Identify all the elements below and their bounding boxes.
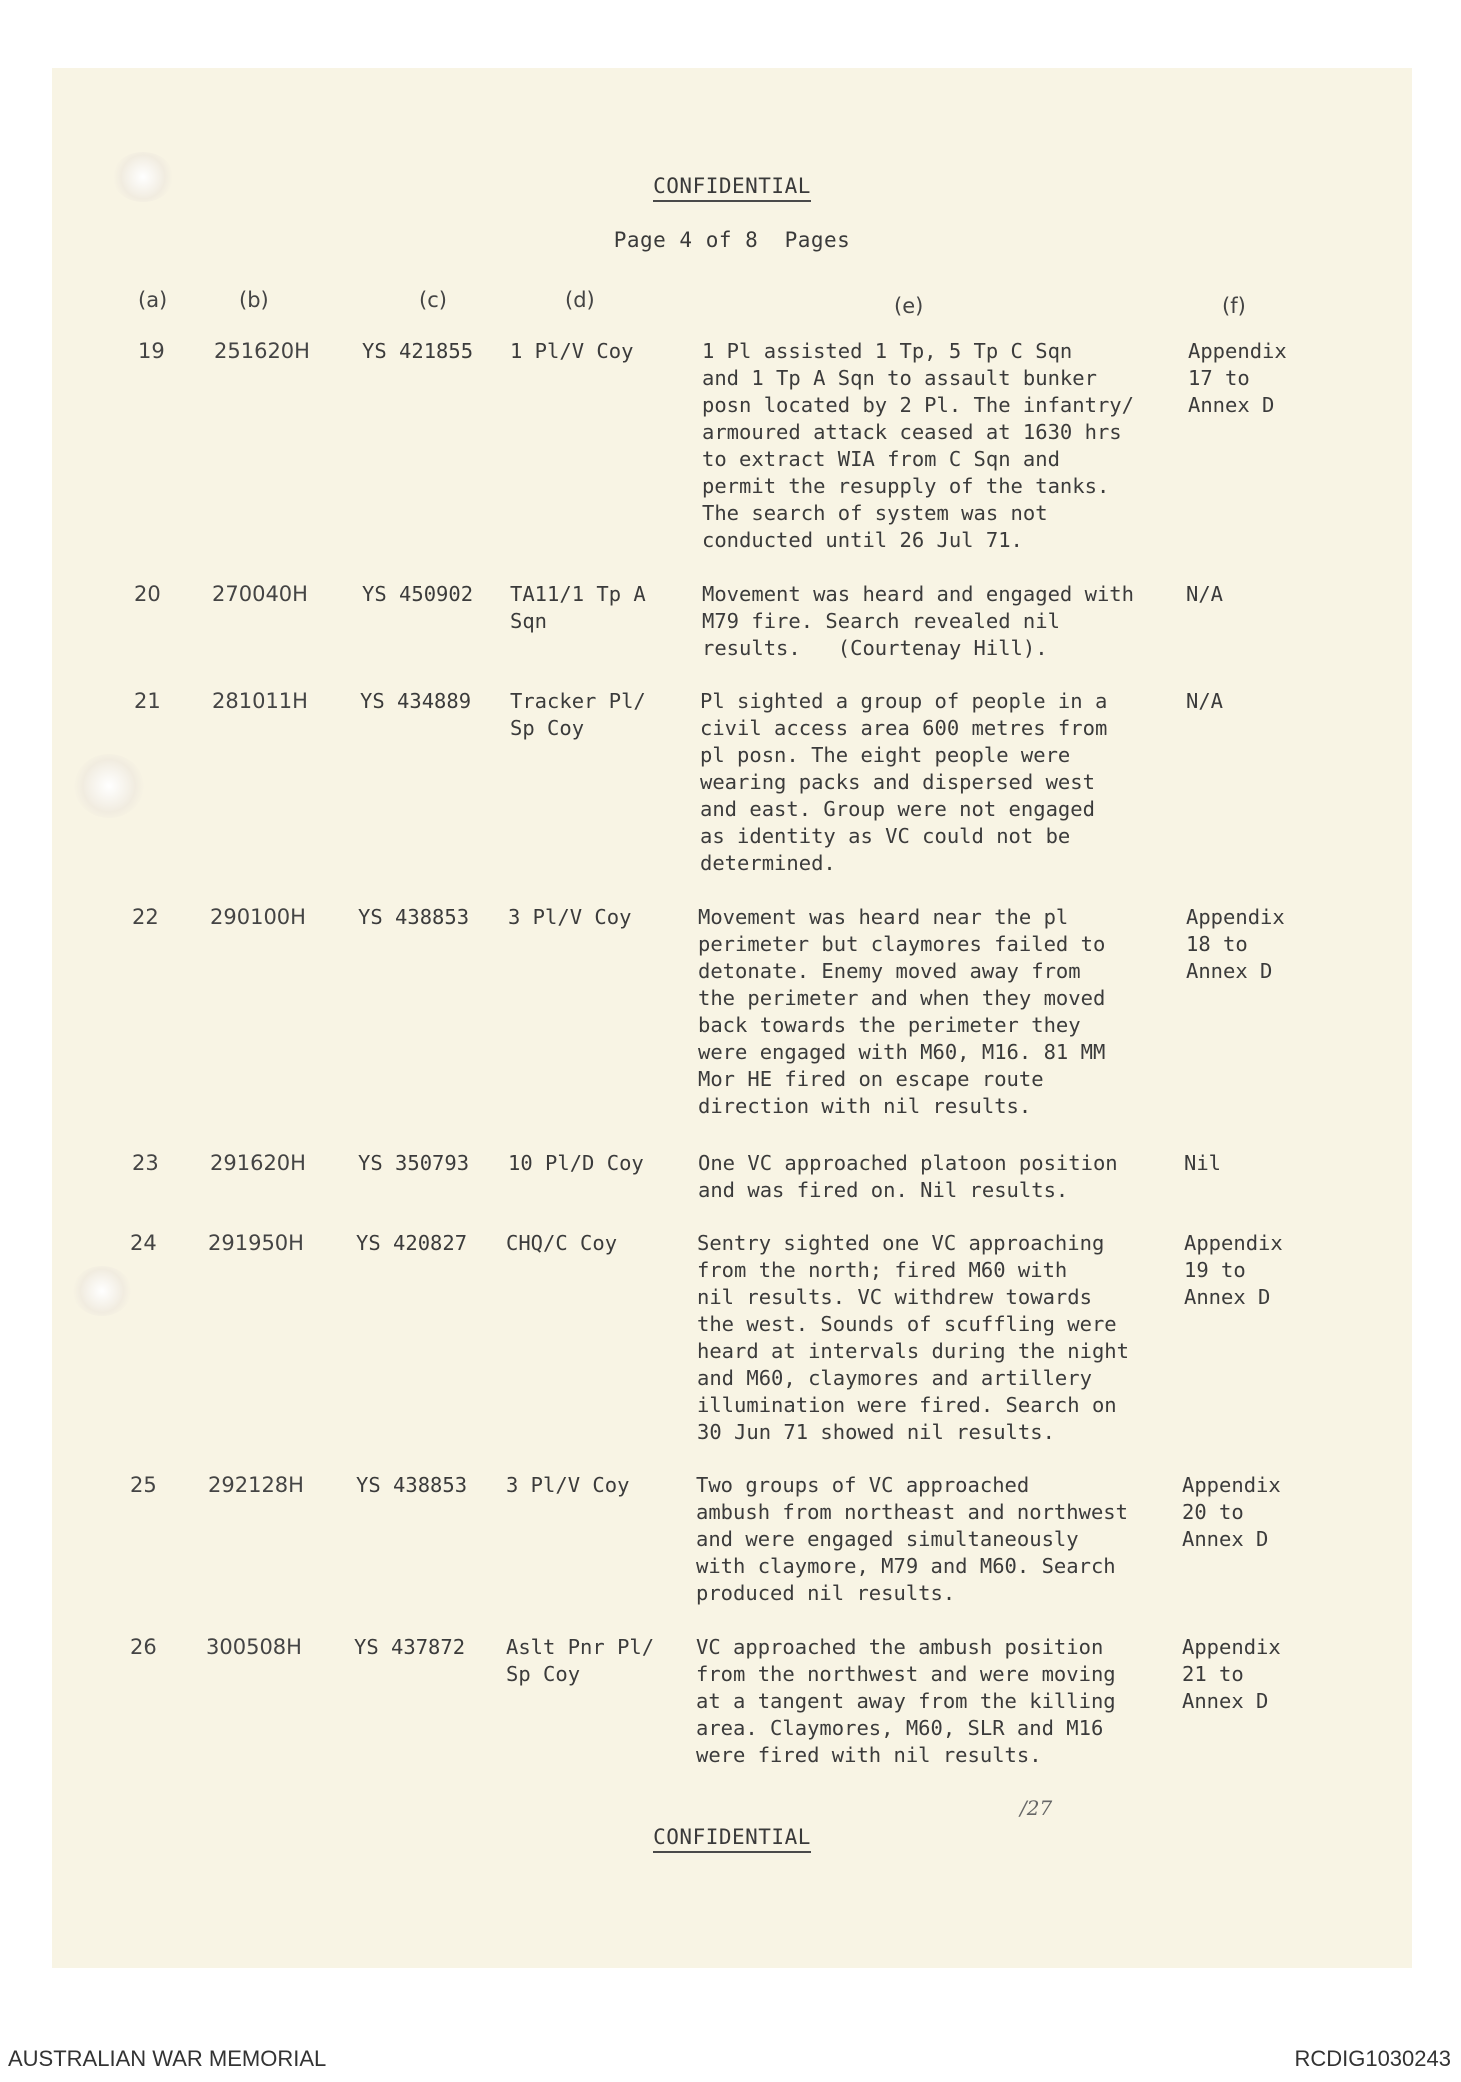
row-grid: YS 350793 (358, 1151, 470, 1175)
row-serial: 20 (134, 582, 161, 606)
row-dtg: 251620H (214, 339, 310, 363)
row-serial: 21 (134, 689, 161, 713)
row-unit: 10 Pl/D Coy (508, 1151, 644, 1175)
row-serial: 23 (132, 1151, 159, 1175)
row-grid: YS 421855 (362, 339, 474, 363)
row-serial: 19 (138, 339, 165, 363)
row-narrative: Two groups of VC approached ambush from northeast and northwest and were engaged simultaneously with claymore, M79 and M60. Search produced nil results. (696, 1473, 1128, 1605)
row-reference: N/A (1186, 689, 1224, 713)
row-dtg: 300508H (206, 1635, 302, 1659)
page-number: Page 4 of 8 Pages (613, 228, 851, 252)
row-narrative: One VC approached platoon position and was fired on. Nil results. (698, 1151, 1118, 1202)
row-reference: Nil (1184, 1151, 1222, 1175)
row-unit: Aslt Pnr Pl/ Sp Coy (506, 1635, 655, 1686)
column-header-e: (e) (894, 294, 924, 318)
classification-bottom: CONFIDENTIAL (52, 1825, 1412, 1853)
row-serial: 26 (130, 1635, 157, 1659)
row-narrative: VC approached the ambush position from the northwest and were moving at a tangent away from the killing area. Claymores, M60, SLR and M16 were fired with nil results. (696, 1635, 1116, 1767)
column-header-f: (f) (1222, 294, 1246, 318)
row-grid: YS 438853 (356, 1473, 468, 1497)
row-reference: Appendix 20 to Annex D (1182, 1473, 1281, 1551)
archive-id: RCDIG1030243 (1294, 2046, 1451, 2071)
row-unit: TA11/1 Tp A Sqn (510, 582, 646, 633)
row-unit: 3 Pl/V Coy (508, 905, 632, 929)
archive-credit: AUSTRALIAN WAR MEMORIAL (8, 2046, 327, 2071)
row-reference: N/A (1186, 582, 1224, 606)
row-grid: YS 438853 (358, 905, 470, 929)
column-header-a: (a) (138, 288, 168, 312)
row-reference: Appendix 19 to Annex D (1184, 1231, 1283, 1309)
row-unit: CHQ/C Coy (506, 1231, 618, 1255)
column-header-d: (d) (565, 288, 595, 312)
row-unit: 1 Pl/V Coy (510, 339, 634, 363)
column-header-b: (b) (239, 288, 269, 312)
row-serial: 25 (130, 1473, 157, 1497)
paper-crease (72, 1266, 132, 1316)
row-grid: YS 437872 (354, 1635, 466, 1659)
row-grid: YS 450902 (362, 582, 474, 606)
paper-crease (74, 754, 144, 818)
row-serial: 24 (130, 1231, 157, 1255)
row-reference: Appendix 17 to Annex D (1188, 339, 1287, 417)
row-narrative: Sentry sighted one VC approaching from the north; fired M60 with nil results. VC withdrew towards the west. Sounds of scuffling were heard at intervals during the night and M60, claymores and artillery illumination were fired. Search on 30 Jun 71 showed nil results. (697, 1231, 1129, 1444)
row-dtg: 270040H (212, 582, 308, 606)
row-reference: Appendix 18 to Annex D (1186, 905, 1285, 983)
row-dtg: 291950H (208, 1231, 304, 1255)
row-narrative: 1 Pl assisted 1 Tp, 5 Tp C Sqn and 1 Tp A Sqn to assault bunker posn located by 2 Pl. The infantry/ armoured attack ceased at 1630 hrs to extract WIA from C Sqn and permit the resupply of the tanks. The search of system was not conducted until 26 Jul 71. (702, 339, 1134, 552)
row-dtg: 291620H (210, 1151, 306, 1175)
row-narrative: Pl sighted a group of people in a civil access area 600 metres from pl posn. The eight people were wearing packs and dispersed west and east. Group were not engaged as identity as VC could not be determined. (700, 689, 1108, 875)
row-unit: 3 Pl/V Coy (506, 1473, 630, 1497)
classification-top: CONFIDENTIAL (52, 174, 1412, 202)
row-grid: YS 434889 (360, 689, 472, 713)
row-dtg: 290100H (210, 905, 306, 929)
row-narrative: Movement was heard and engaged with M79 fire. Search revealed nil results. (Courtenay Hill). (702, 582, 1134, 660)
row-dtg: 281011H (212, 689, 308, 713)
document-page (52, 68, 1412, 1968)
row-serial: 22 (132, 905, 159, 929)
row-dtg: 292128H (208, 1473, 304, 1497)
row-grid: YS 420827 (356, 1231, 468, 1255)
row-narrative: Movement was heard near the pl perimeter but claymores failed to detonate. Enemy moved away from the perimeter and when they moved back towards the perimeter they were engaged with M60, M16. 81 MM Mor HE fired on escape route direction with nil results. (698, 905, 1106, 1118)
column-header-c: (c) (419, 288, 447, 312)
row-unit: Tracker Pl/ Sp Coy (510, 689, 646, 740)
row-reference: Appendix 21 to Annex D (1182, 1635, 1281, 1713)
page-mark: /27 (1020, 1796, 1053, 1820)
